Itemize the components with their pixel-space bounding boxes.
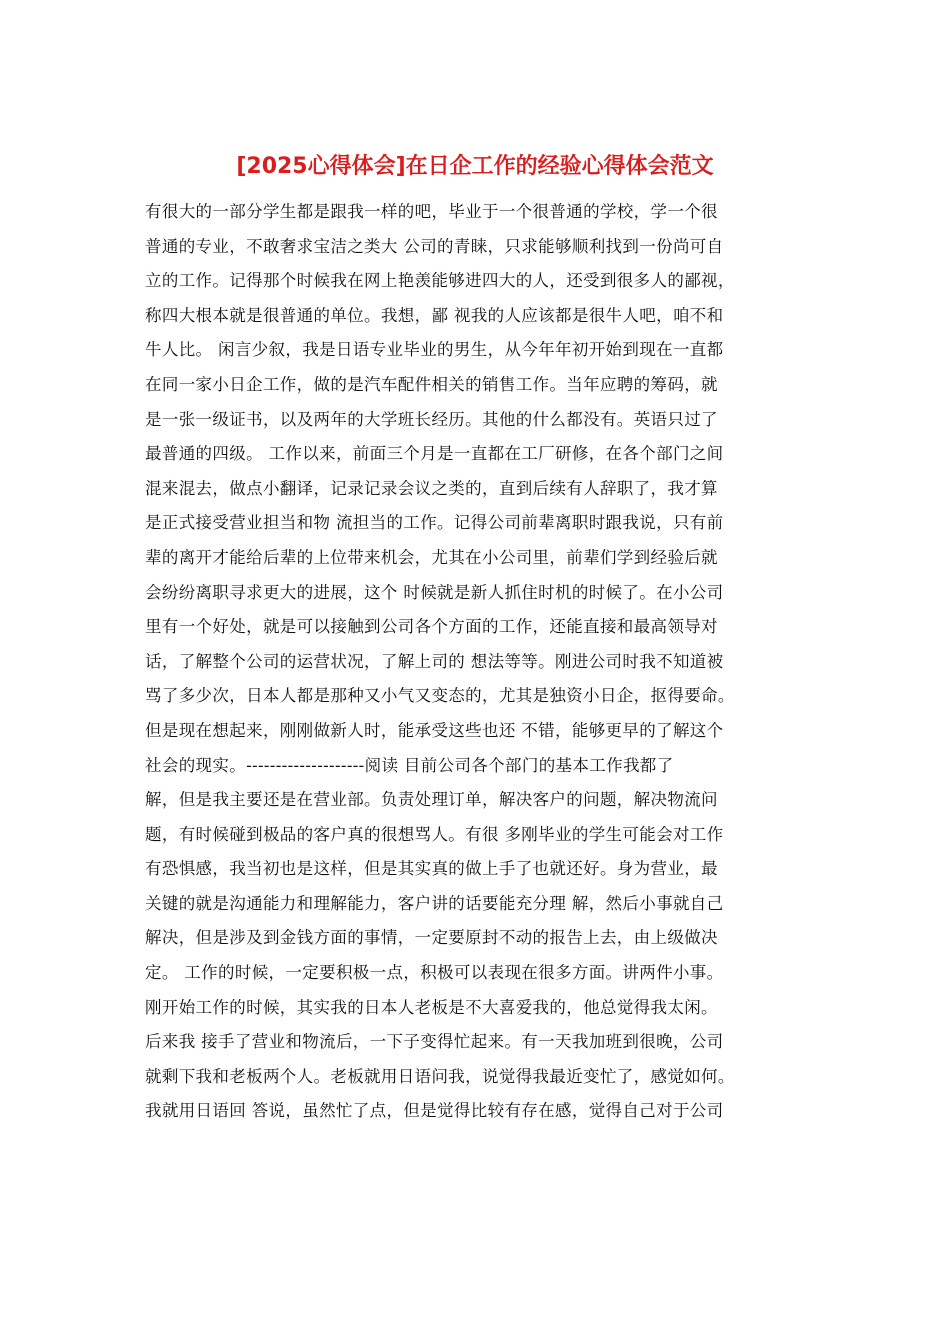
body-text-line: 是一张一级证书，以及两年的大学班长经历。其他的什么都没有。英语只过了: [145, 409, 718, 429]
body-text-line: 里有一个好处，就是可以接触到公司各个方面的工作，还能直接和最高领导对: [145, 617, 718, 637]
body-text-line: 题，有时候碰到极品的客户真的很想骂人。有很 多刚毕业的学生可能会对工作: [145, 824, 724, 844]
body-text-line: 会纷纷离职寻求更大的进展，这个 时候就是新人抓住时机的时候了。在小公司: [145, 582, 724, 602]
body-text-line: 定。 工作的时候，一定要积极一点，积极可以表现在很多方面。讲两件小事。: [145, 963, 724, 983]
body-text-line: 有很大的一部分学生都是跟我一样的吧，毕业于一个很普通的学校，学一个很: [145, 202, 718, 221]
document-body: [145, 195, 815, 1129]
body-text-line: 在同一家小日企工作，做的是汽车配件相关的销售工作。当年应聘的筹码，就: [145, 374, 718, 394]
body-text-line: 有恐惧感，我当初也是这样，但是其实真的做上手了也就还好。身为营业，最: [145, 859, 718, 879]
body-text-line: 立的工作。记得那个时候我在网上艳羡能够进四大的人，还受到很多人的鄙视，: [145, 271, 735, 291]
document-title: [2025心得体会]在日企工作的经验心得体会范文: [236, 154, 714, 179]
body-text-line: 是正式接受营业担当和物 流担当的工作。记得公司前辈离职时跟我说，只有前: [145, 513, 724, 533]
body-text-line: 普通的专业，不敢奢求宝洁之类大 公司的青睐，只求能够顺利找到一份尚可自: [145, 236, 724, 256]
body-text-line: 后来我 接手了营业和物流后，一下子变得忙起来。有一天我加班到很晚，公司: [145, 1032, 724, 1052]
body-text-line: 关键的就是沟通能力和理解能力，客户讲的话要能充分理 解，然后小事就自己: [145, 893, 724, 913]
body-text-line: 称四大根本就是很普通的单位。我想，鄙 视我的人应该都是很牛人吧，咱不和: [145, 305, 724, 325]
body-text-line: 我就用日语回 答说，虽然忙了点，但是觉得比较有存在感，觉得自己对于公司: [145, 1101, 724, 1121]
body-text-line: 但是现在想起来，刚刚做新人时，能承受这些也还 不错，能够更早的了解这个: [145, 720, 724, 740]
body-text-line: 话，了解整个公司的运营状况，了解上司的 想法等等。刚进公司时我不知道被: [145, 651, 724, 671]
body-text-line: 混来混去，做点小翻译，记录记录会议之类的，直到后续有人辞职了，我才算: [145, 478, 718, 498]
body-text-line: 解，但是我主要还是在营业部。负责处理订单，解决客户的问题，解决物流问: [145, 790, 718, 810]
body-text-line: 最普通的四级。 工作以来，前面三个月是一直都在工厂研修，在各个部门之间: [145, 444, 724, 464]
body-text-line: 辈的离开才能给后辈的上位带来机会，尤其在小公司里，前辈们学到经验后就: [145, 547, 718, 567]
body-text-line: 就剩下我和老板两个人。老板就用日语问我，说觉得我最近变忙了，感觉如何。: [145, 1066, 735, 1086]
body-text-line: 牛人比。 闲言少叙，我是日语专业毕业的男生，从今年年初开始到现在一直都: [145, 340, 724, 360]
body-text-line: 社会的现实。--------------------阅读 目前公司各个部门的基本工作我都了: [145, 755, 674, 775]
body-text-line: 解决，但是涉及到金钱方面的事情，一定要原封不动的报告上去，由上级做决: [145, 928, 718, 948]
body-text-line: 刚开始工作的时候，其实我的日本人老板是不大喜爱我的，他总觉得我太闲。: [145, 997, 718, 1017]
body-text-line: 骂了多少次，日本人都是那种又小气又变态的，尤其是独资小日企，抠得要命。: [145, 686, 735, 706]
